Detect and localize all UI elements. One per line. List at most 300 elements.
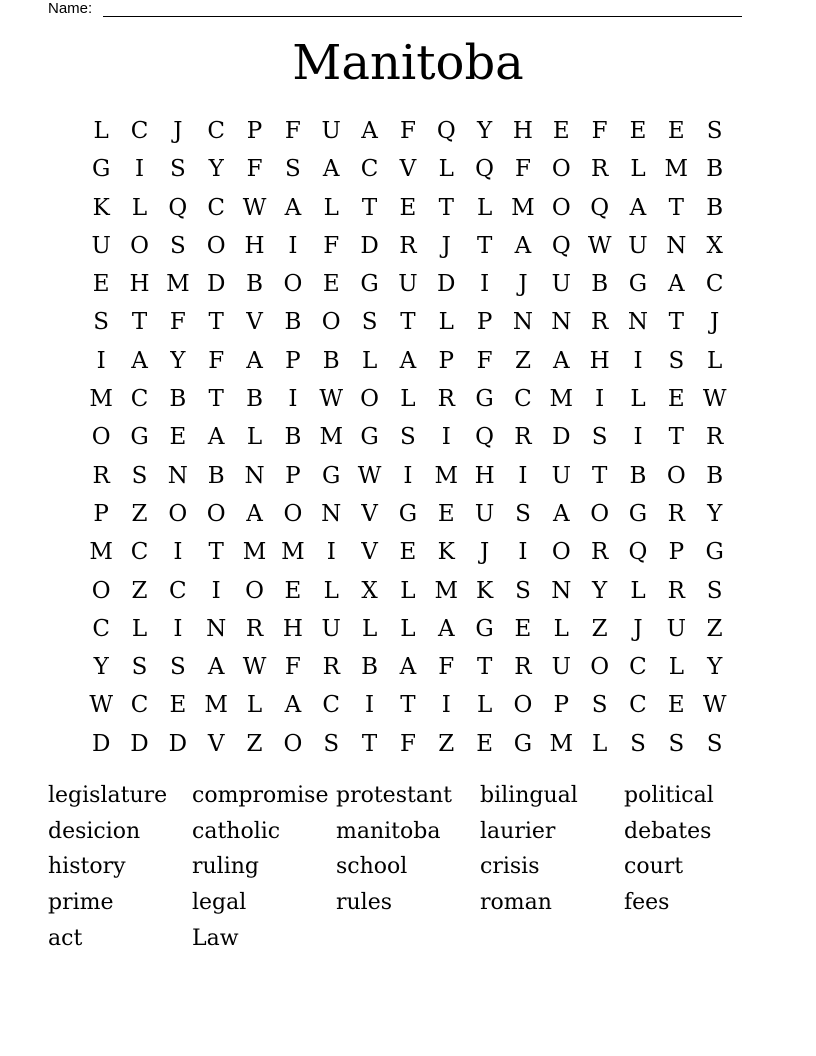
grid-letter: O [551, 539, 571, 566]
grid-letter: F [246, 156, 263, 183]
grid-letter: B [169, 386, 187, 413]
grid-letter: O [551, 194, 571, 221]
grid-letter: K [92, 194, 110, 221]
grid-letter: F [284, 654, 301, 681]
grid-letter: O [513, 692, 533, 719]
grid-letter: F [399, 730, 416, 757]
grid-letter: A [322, 156, 340, 183]
word-bank-item: catholic [192, 818, 281, 844]
grid-letter: C [360, 156, 379, 183]
grid-letter: S [93, 309, 110, 336]
grid-letter: W [587, 232, 612, 259]
grid-letter: A [246, 347, 263, 374]
grid-letter: C [322, 692, 341, 719]
grid-letter: T [208, 539, 224, 566]
grid-letter: Z [131, 500, 148, 527]
grid-letter: Q [475, 156, 495, 183]
grid-letter: U [398, 271, 418, 298]
grid-letter: B [706, 156, 724, 183]
grid-letter: E [399, 539, 417, 566]
grid-letter: I [288, 386, 298, 413]
grid-letter: S [591, 692, 608, 719]
grid-letter: L [553, 615, 569, 642]
grid-letter: T [361, 730, 378, 757]
grid-letter: S [706, 577, 723, 604]
grid-letter: E [322, 271, 340, 298]
grid-letter: M [549, 386, 574, 413]
word-bank-item: legal [192, 890, 247, 916]
grid-letter: E [284, 577, 302, 604]
grid-letter: P [553, 692, 570, 719]
grid-letter: S [515, 577, 531, 604]
grid-letter: Q [628, 539, 648, 566]
grid-letter: W [319, 386, 344, 413]
page-title: Manitoba [292, 35, 524, 91]
grid-letter: O [168, 500, 188, 527]
grid-letter: E [514, 615, 532, 642]
grid-letter: J [479, 539, 490, 566]
grid-letter: R [437, 386, 455, 413]
grid-letter: B [706, 194, 724, 221]
grid-letter: I [173, 539, 183, 566]
grid-letter: D [130, 730, 149, 757]
grid-letter: T [208, 309, 224, 336]
grid-letter: C [169, 577, 187, 604]
grid-letter: S [630, 730, 646, 757]
grid-letter: Y [707, 654, 723, 681]
grid-letter: Y [477, 118, 493, 144]
grid-letter: R [514, 654, 532, 681]
grid-letter: S [706, 118, 723, 144]
grid-letter: N [206, 615, 227, 642]
grid-letter: R [322, 654, 340, 681]
grid-letter: B [322, 347, 340, 374]
grid-letter: O [91, 577, 111, 604]
grid-letter: M [89, 386, 113, 413]
grid-letter: I [326, 539, 336, 566]
grid-letter: B [207, 462, 225, 489]
word-bank-item: manitoba [336, 818, 441, 844]
grid-letter: R [399, 232, 417, 259]
grid-letter: R [667, 577, 685, 604]
grid-letter: M [204, 692, 228, 719]
grid-letter: S [591, 424, 608, 451]
grid-letter: G [628, 500, 648, 527]
word-bank-item: prime [48, 890, 114, 916]
grid-letter: L [246, 692, 263, 719]
grid-letter: C [130, 118, 149, 144]
word-bank-item: act [48, 925, 83, 951]
grid-letter: S [285, 156, 301, 183]
grid-letter: M [281, 539, 305, 566]
grid-letter: B [629, 462, 647, 489]
grid-letter: B [246, 386, 263, 413]
grid-letter: W [702, 692, 727, 719]
grid-letter: E [552, 118, 570, 144]
grid-letter: P [246, 118, 263, 144]
grid-letter: Z [131, 577, 148, 604]
word-bank-item: political [624, 783, 714, 808]
grid-letter: L [476, 194, 493, 221]
grid-letter: P [668, 539, 685, 566]
grid-letter: B [361, 654, 379, 681]
grid-letter: J [633, 615, 643, 642]
grid-letter: I [134, 156, 145, 183]
grid-letter: M [89, 539, 113, 566]
grid-letter: A [284, 692, 302, 719]
grid-letter: A [514, 232, 532, 259]
grid-letter: I [365, 692, 375, 719]
grid-letter: L [131, 194, 148, 221]
grid-letter: L [323, 194, 339, 221]
grid-letter: C [629, 654, 647, 681]
grid-letter: A [552, 500, 570, 527]
grid-letter: N [666, 232, 687, 259]
grid-letter: I [595, 386, 605, 413]
grid-letter: R [706, 424, 724, 451]
grid-letter: W [357, 462, 382, 489]
grid-letter: S [323, 730, 340, 757]
grid-letter: N [321, 500, 342, 527]
grid-letter: H [244, 232, 265, 259]
grid-letter: L [93, 118, 109, 144]
grid-letter: T [476, 232, 493, 259]
grid-letter: M [166, 271, 190, 298]
grid-letter: D [437, 271, 456, 298]
grid-letter: V [361, 539, 378, 566]
grid-letter: J [710, 309, 720, 336]
grid-letter: N [512, 309, 534, 336]
grid-letter: F [399, 118, 416, 144]
grid-letter: B [591, 271, 609, 298]
grid-letter: L [630, 386, 646, 413]
grid-letter: G [360, 271, 379, 298]
grid-letter: C [705, 271, 724, 298]
grid-letter: E [92, 271, 110, 298]
grid-letter: Y [208, 156, 224, 183]
grid-letter: F [476, 347, 493, 374]
grid-letter: C [130, 692, 149, 719]
grid-letter: C [207, 194, 225, 221]
grid-letter: L [592, 730, 608, 757]
grid-letter: J [441, 232, 451, 259]
word-bank [48, 778, 768, 956]
grid-letter: T [361, 194, 378, 221]
grid-letter: U [551, 462, 571, 489]
grid-letter: T [668, 194, 684, 221]
grid-letter: L [668, 654, 684, 681]
grid-letter: G [130, 424, 149, 451]
grid-letter: I [518, 539, 528, 566]
grid-letter: L [361, 615, 378, 642]
grid-letter: A [399, 654, 417, 681]
grid-letter: L [400, 386, 416, 413]
grid-letter: H [512, 118, 533, 144]
grid-letter: D [168, 730, 188, 757]
grid-letter: G [628, 271, 648, 298]
grid-letter: O [321, 309, 341, 336]
grid-letter: O [283, 500, 303, 527]
grid-letter: O [590, 500, 610, 527]
grid-letter: D [91, 730, 111, 757]
grid-letter: S [361, 309, 378, 336]
name-field [48, 0, 742, 20]
grid-letter: Y [592, 577, 608, 604]
grid-letter: U [628, 232, 648, 259]
grid-letter: O [551, 156, 571, 183]
grid-letter: W [242, 654, 267, 681]
grid-letter: V [361, 500, 378, 527]
grid-letter: L [400, 577, 416, 604]
grid-letter: G [360, 424, 379, 451]
grid-letter: M [434, 462, 459, 489]
grid-letter: O [206, 500, 226, 527]
grid-letter: O [360, 386, 379, 413]
grid-letter: S [169, 654, 186, 681]
grid-letter: E [476, 730, 493, 757]
name-write-line [103, 16, 742, 17]
grid-letter: O [590, 654, 610, 681]
grid-letter: O [245, 577, 264, 604]
grid-letter: I [173, 615, 183, 642]
grid-letter: U [666, 615, 687, 642]
grid-letter: Z [514, 347, 531, 374]
grid-letter: E [399, 194, 417, 221]
grid-letter: F [208, 347, 225, 374]
grid-letter: N [551, 577, 572, 604]
word-bank-item: legislature [48, 783, 168, 808]
grid-letter: U [321, 615, 341, 642]
grid-letter: G [705, 539, 724, 566]
grid-letter: K [437, 539, 455, 566]
grid-letter: N [167, 462, 188, 489]
grid-letter: C [130, 386, 149, 413]
grid-letter: M [664, 156, 689, 183]
grid-letter: H [589, 347, 610, 374]
grid-letter: I [633, 347, 643, 374]
grid-letter: G [91, 156, 111, 183]
grid-letter: T [476, 654, 493, 681]
grid-letter: C [514, 386, 532, 413]
word-bank-item: fees [624, 890, 670, 916]
grid-letter: O [283, 730, 303, 757]
grid-letter: T [438, 194, 454, 221]
grid-letter: F [438, 654, 455, 681]
grid-letter: O [91, 424, 111, 451]
grid-letter: V [399, 156, 417, 183]
grid-letter: Q [551, 232, 571, 259]
grid-letter: I [441, 692, 451, 719]
grid-letter: I [288, 232, 298, 259]
grid-letter: Q [590, 194, 610, 221]
grid-letter: I [96, 347, 106, 374]
grid-letter: I [211, 577, 221, 604]
grid-letter: Z [246, 730, 263, 757]
grid-letter: P [285, 347, 301, 374]
grid-letter: C [629, 692, 647, 719]
grid-letter: B [284, 309, 302, 336]
grid-letter: P [476, 309, 493, 336]
grid-letter: L [323, 577, 339, 604]
grid-letter: S [131, 654, 148, 681]
grid-letter: C [207, 118, 225, 144]
grid-letter: S [668, 347, 685, 374]
grid-letter: U [551, 271, 571, 298]
grid-letter: G [475, 615, 494, 642]
grid-letter: U [91, 232, 111, 259]
word-bank-item: crisis [480, 854, 540, 880]
grid-letter: N [627, 309, 649, 336]
grid-letter: Q [475, 424, 495, 451]
grid-letter: I [441, 424, 451, 451]
grid-letter: W [89, 692, 113, 719]
grid-letter: F [514, 156, 531, 183]
grid-letter: O [206, 232, 226, 259]
grid-letter: E [667, 118, 685, 144]
grid-letter: L [630, 156, 646, 183]
grid-letter: I [403, 462, 413, 489]
grid-letter: D [552, 424, 571, 451]
grid-letter: L [400, 615, 416, 642]
grid-letter: J [173, 118, 183, 144]
grid-letter: M [242, 539, 267, 566]
grid-letter: V [207, 730, 225, 757]
grid-letter: P [438, 347, 454, 374]
grid-letter: G [398, 500, 418, 527]
grid-letter: S [169, 232, 186, 259]
word-bank-item: history [48, 854, 126, 880]
grid-letter: V [246, 309, 263, 336]
grid-letter: E [667, 386, 685, 413]
grid-letter: S [131, 462, 148, 489]
grid-letter: F [169, 309, 186, 336]
grid-letter: H [129, 271, 150, 298]
grid-letter: Y [170, 347, 186, 374]
grid-letter: P [285, 462, 301, 489]
grid-letter: M [434, 577, 459, 604]
word-bank-item: bilingual [480, 783, 578, 808]
grid-letter: L [131, 615, 148, 642]
grid-letter: Z [706, 615, 723, 642]
grid-letter: W [702, 386, 727, 413]
grid-letter: X [706, 232, 723, 259]
grid-letter: R [514, 424, 532, 451]
word-bank-item: roman [480, 890, 552, 916]
grid-letter: A [207, 424, 225, 451]
grid-letter: Y [93, 654, 109, 681]
grid-letter: F [284, 118, 301, 144]
grid-letter: F [591, 118, 608, 144]
grid-letter: S [169, 156, 186, 183]
grid-letter: O [283, 271, 303, 298]
grid-letter: I [518, 462, 528, 489]
grid-letter: D [360, 232, 379, 259]
word-bank-item: desicion [48, 818, 141, 844]
grid-letter: R [92, 462, 110, 489]
grid-letter: A [361, 118, 378, 144]
grid-letter: A [552, 347, 570, 374]
grid-letter: C [130, 539, 149, 566]
grid-letter: S [515, 500, 531, 527]
grid-letter: I [480, 271, 490, 298]
grid-letter: R [590, 309, 609, 336]
grid-letter: O [666, 462, 686, 489]
grid-letter: N [551, 309, 572, 336]
word-bank-item: court [624, 854, 684, 880]
word-bank-item: school [336, 854, 408, 880]
grid-letter: U [321, 118, 341, 144]
grid-letter: B [284, 424, 302, 451]
grid-letter: O [130, 232, 149, 259]
grid-letter: Z [438, 730, 455, 757]
grid-letter: L [630, 577, 646, 604]
grid-letter: R [667, 500, 685, 527]
name-label: Name: [48, 0, 93, 17]
word-bank-item: ruling [192, 854, 260, 880]
grid-letter: W [242, 194, 267, 221]
word-bank-item: laurier [480, 818, 556, 844]
grid-letter: E [437, 500, 455, 527]
grid-letter: J [518, 271, 528, 298]
grid-letter: Q [436, 118, 456, 144]
grid-letter: T [131, 309, 148, 336]
grid-letter: U [551, 654, 571, 681]
letter-grid [82, 112, 734, 763]
grid-letter: B [706, 462, 724, 489]
word-bank-item: protestant [336, 783, 452, 808]
grid-letter: N [244, 462, 265, 489]
grid-letter: T [668, 424, 684, 451]
grid-letter: R [590, 539, 609, 566]
grid-letter: L [438, 156, 454, 183]
grid-letter: A [629, 194, 647, 221]
grid-letter: L [707, 347, 723, 374]
grid-letter: T [208, 386, 224, 413]
grid-letter: M [319, 424, 344, 451]
grid-letter: T [400, 692, 416, 719]
grid-letter: C [92, 615, 110, 642]
grid-letter: A [131, 347, 148, 374]
grid-letter: A [668, 271, 685, 298]
grid-letter: H [282, 615, 303, 642]
grid-letter: T [400, 309, 416, 336]
word-bank-item: debates [624, 818, 712, 844]
grid-letter: T [591, 462, 608, 489]
grid-letter: G [513, 730, 533, 757]
grid-letter: B [246, 271, 263, 298]
grid-letter: Y [707, 500, 723, 527]
grid-letter: L [361, 347, 378, 374]
word-bank-item: rules [336, 890, 393, 916]
grid-letter: H [474, 462, 495, 489]
grid-letter: E [667, 692, 685, 719]
grid-letter: A [284, 194, 302, 221]
grid-letter: M [511, 194, 535, 221]
grid-letter: S [400, 424, 416, 451]
grid-letter: L [438, 309, 454, 336]
grid-letter: T [668, 309, 684, 336]
grid-letter: Z [591, 615, 608, 642]
grid-letter: S [668, 730, 685, 757]
grid-letter: R [590, 156, 609, 183]
grid-letter: M [549, 730, 574, 757]
grid-letter: S [706, 730, 723, 757]
grid-letter: R [245, 615, 264, 642]
grid-letter: A [246, 500, 263, 527]
grid-letter: G [475, 386, 494, 413]
grid-letter: E [169, 424, 187, 451]
grid-letter: F [323, 232, 340, 259]
